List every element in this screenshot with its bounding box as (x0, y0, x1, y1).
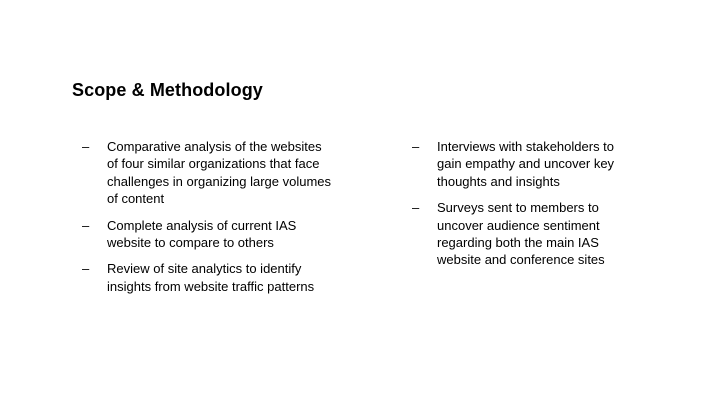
bullet-item (82, 217, 332, 252)
bullet-dash: – (82, 217, 90, 233)
bullet-dash: – (412, 200, 420, 216)
bullet-item (412, 199, 632, 269)
bullet-text: Interviews with stakeholders to gain empathy and uncover key thoughts and insights (437, 139, 615, 189)
bullet-text: Comparative analysis of the websites of four similar organizations that face challenges in organizing large volumes of content (107, 139, 332, 207)
bullet-item (82, 138, 332, 208)
slide-title: Scope & Methodology (72, 80, 263, 100)
left-bullet-list (82, 138, 332, 304)
bullet-item (82, 260, 332, 295)
bullet-dash: – (82, 139, 90, 154)
bullet-text: Review of site analytics to identify insights from website traffic patterns (107, 261, 315, 294)
right-bullet-list (412, 138, 632, 278)
bullet-item (412, 138, 632, 190)
bullet-dash: – (412, 139, 420, 154)
bullet-dash: – (82, 261, 90, 277)
bullet-text: Complete analysis of current IAS website to compare to others (107, 217, 297, 251)
bullet-text: Surveys sent to members to uncover audience sentiment regarding both the main IAS website and conference sites (437, 200, 605, 268)
